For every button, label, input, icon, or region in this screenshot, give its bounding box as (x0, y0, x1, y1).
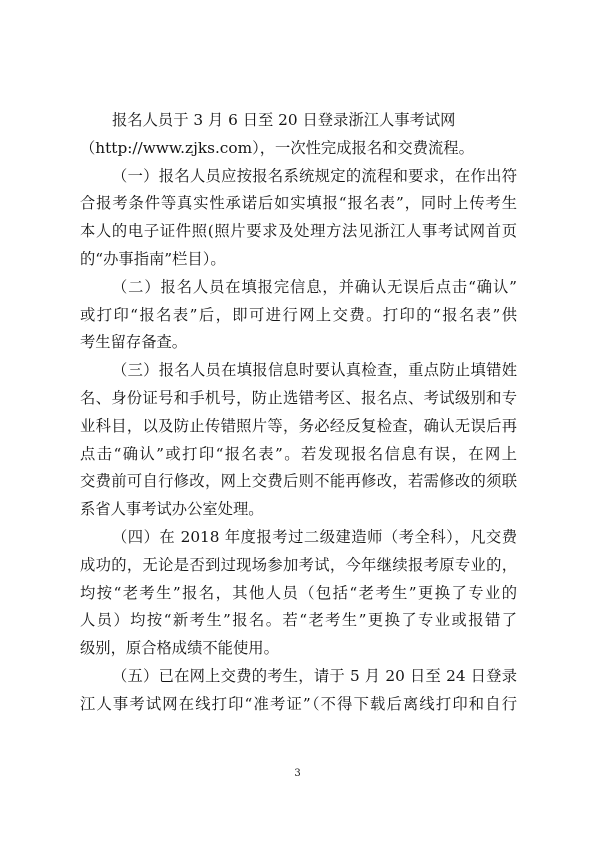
paragraph-item-4 (80, 524, 517, 663)
text-line: 名、身份证号和手机号，防止选错考区、报名点、考试级别和专 (80, 388, 517, 407)
paragraph-item-5 (80, 663, 517, 719)
text-line: 业科目，以及防止传错照片等，务必经反复检查，确认无误后再 (80, 416, 517, 435)
text-line: （二）报名人员在填报完信息，并确认无误后点击“确认” (112, 277, 517, 296)
page-number: 3 (294, 768, 301, 779)
paragraph-item-3 (80, 357, 517, 524)
text-line: 江人事考试网在线打印“准考证”（不得下载后离线打印和自行 (80, 694, 517, 713)
paragraph-item-1 (80, 163, 517, 274)
text-line: 系省人事考试办公室处理。 (80, 500, 264, 519)
text-line: 级别，原合格成绩不能使用。 (80, 639, 279, 658)
text-line: （一）报名人员应按报名系统规定的流程和要求，在作出符 (112, 166, 517, 185)
text-line: 合报考条件等真实性承诺后如实填报“报名表”，同时上传考生 (80, 194, 517, 213)
text-line: （五）已在网上交费的考生，请于 5 月 20 日至 24 日登录 (112, 666, 517, 685)
paragraph-intro (80, 107, 517, 163)
document-body (80, 107, 517, 719)
text-line: （四）在 2018 年度报考过二级建造师（考全科），凡交费 (112, 527, 517, 546)
paragraph-item-2 (80, 274, 517, 357)
text-line: 均按“老考生”报名，其他人员（包括“老考生”更换了专业的 (80, 583, 517, 602)
text-line: 的“办事指南”栏目）。 (80, 249, 226, 268)
text-line: 点击“确认”或打印“报名表”。若发现报名信息有误，在网上 (80, 444, 517, 463)
text-line: （http://www.zjks.com），一次性完成报名和交费流程。 (80, 138, 474, 157)
text-line: 或打印“报名表”后，即可进行网上交费。打印的“报名表”供 (80, 305, 517, 324)
text-line: （三）报名人员在填报信息时要认真检查，重点防止填错姓 (112, 361, 517, 380)
text-line: 本人的电子证件照(照片要求及处理方法见浙江人事考试网首页 (80, 222, 517, 241)
text-line: 考生留存备查。 (80, 333, 188, 352)
text-line: 成功的，无论是否到过现场参加考试，今年继续报考原专业的， (80, 555, 517, 574)
text-line: 报名人员于 3 月 6 日至 20 日登录浙江人事考试网 (112, 111, 456, 129)
text-line: 交费前可自行修改，网上交费后则不能再修改，若需修改的须联 (80, 472, 517, 491)
text-line: 人员）均按“新考生”报名。若“老考生”更换了专业或报错了 (80, 611, 517, 630)
